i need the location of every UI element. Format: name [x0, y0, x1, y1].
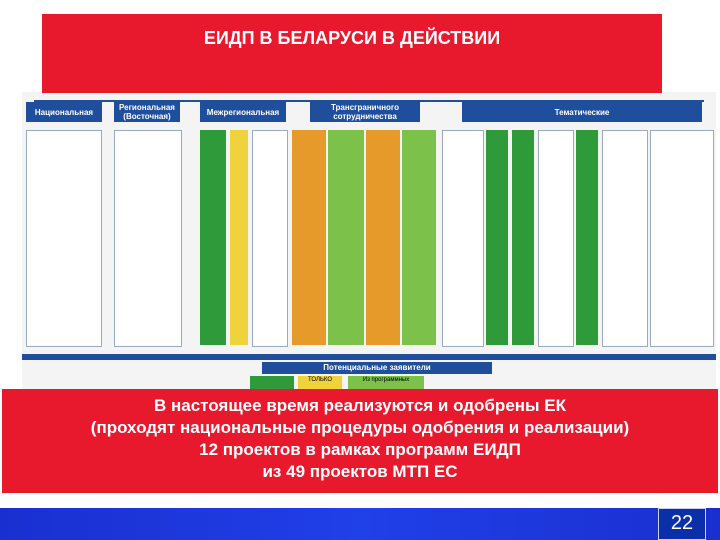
title-banner [42, 14, 662, 93]
cross-border-bar-2 [328, 130, 364, 345]
message-line-3: 12 проектов в рамках программ ЕИДП [199, 440, 521, 459]
programs-diagram [22, 92, 716, 402]
regional-programs-box [114, 130, 182, 347]
lower-label-only: ТОЛЬКО [298, 376, 342, 394]
thematic-bar-2 [486, 130, 508, 345]
message-box [2, 389, 718, 493]
thematic-bar-6 [602, 130, 648, 347]
cross-border-bar-3 [366, 130, 400, 345]
interregional-bar-2 [230, 130, 248, 345]
message-line-2: (проходят национальные процедуры одобрения и реализации) [90, 418, 630, 437]
thematic-bar-3 [512, 130, 534, 345]
cross-border-bar-4 [402, 130, 436, 345]
potential-applicants-label: Потенциальные заявители [262, 362, 492, 374]
header-regional: Региональная (Восточная) [114, 102, 180, 122]
message-line-1: В настоящее время реализуются и одобрены ЕК [153, 396, 566, 415]
interregional-bar-1 [200, 130, 226, 345]
slide-title: ЕИДП В БЕЛАРУСИ В ДЕЙСТВИИ [203, 28, 501, 48]
header-cross-border: Трансграничного сотрудничества [310, 102, 420, 122]
thematic-bar-1 [442, 130, 484, 347]
thematic-bar-4 [538, 130, 574, 347]
footer-bar [0, 508, 720, 540]
cross-border-bar-1 [292, 130, 326, 345]
header-thematic: Тематические [462, 102, 702, 122]
thematic-bar-7 [650, 130, 714, 347]
national-programs-box [26, 130, 102, 347]
header-national: Национальная [26, 102, 102, 122]
lower-label-programs: Из программных [348, 376, 424, 394]
thematic-bar-5 [576, 130, 598, 345]
page-number: 22 [658, 508, 706, 540]
divider-bar [22, 354, 716, 360]
header-interregional: Межрегиональная [200, 102, 286, 122]
interregional-bar-3 [252, 130, 288, 347]
message-line-4: из 49 проектов МТП ЕС [262, 462, 458, 481]
